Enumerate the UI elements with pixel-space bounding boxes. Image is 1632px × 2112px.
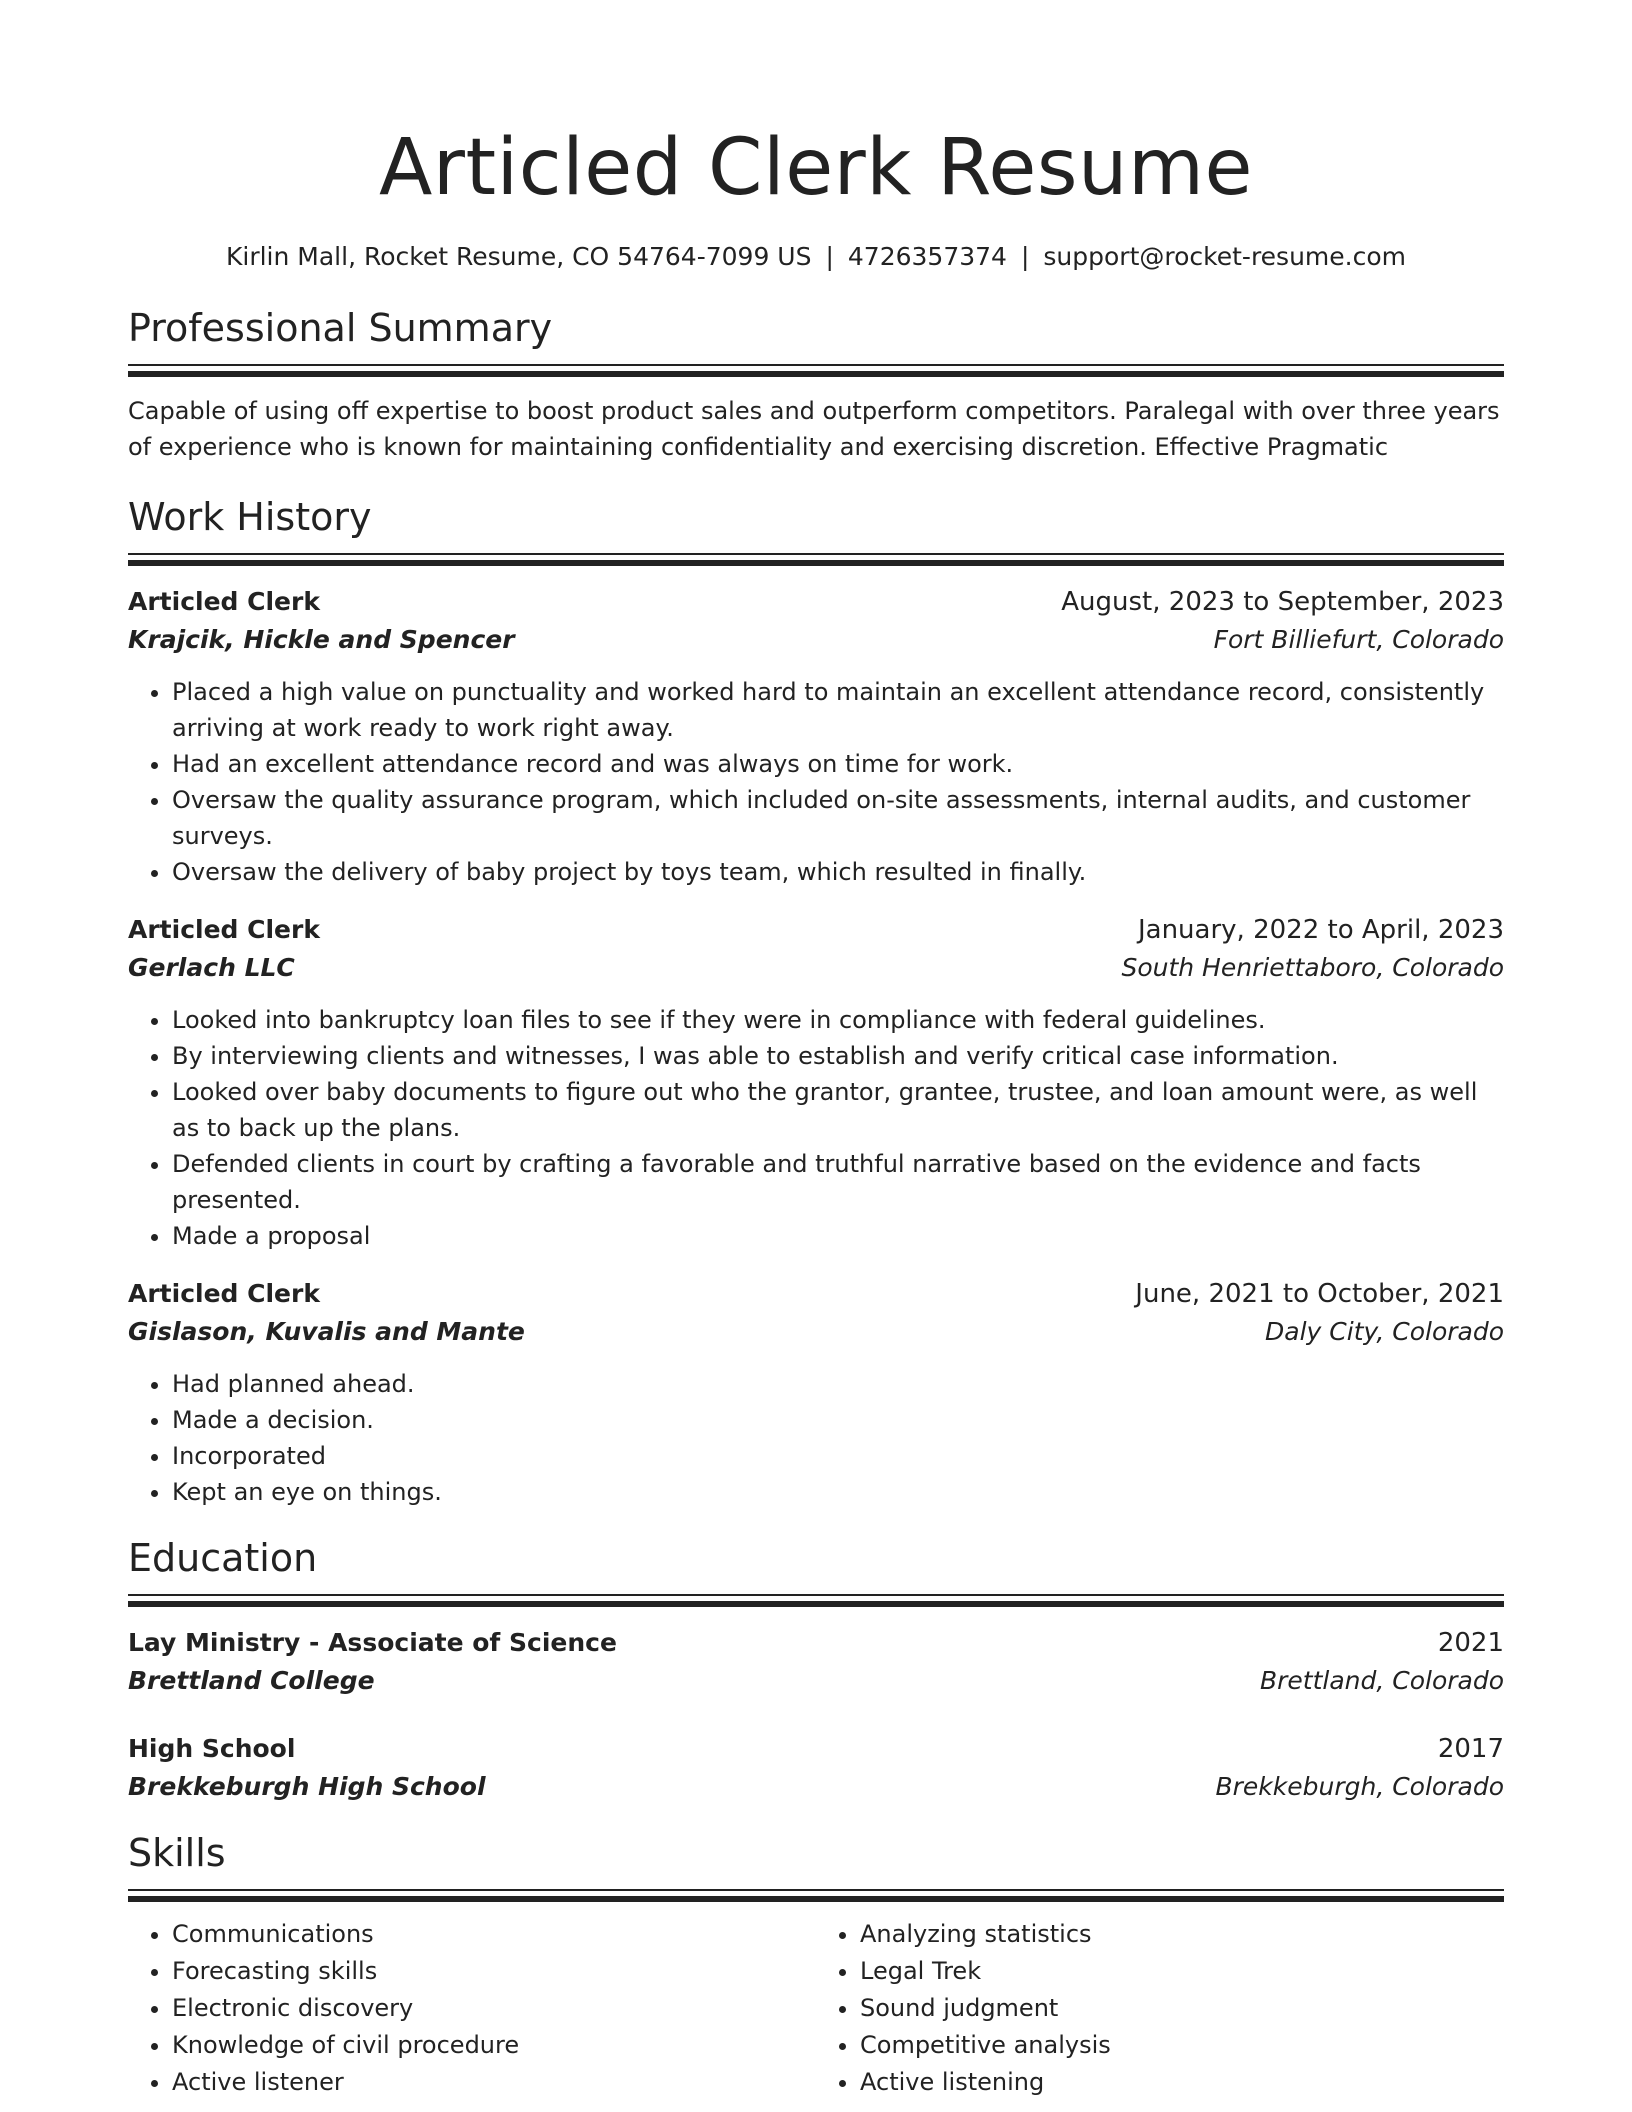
skills-section [128, 1829, 1504, 2101]
skill-item: • Sound judgment [860, 1990, 1504, 2027]
list-item: • Oversaw the delivery of baby project by toys team, which resulted in finally. [172, 854, 1504, 890]
education-location: Brekkeburgh, Colorado [1215, 1772, 1504, 1801]
education-entry [128, 1625, 1504, 1701]
education-degree: High School [128, 1734, 296, 1763]
contact-separator: | [1020, 242, 1030, 271]
list-item: • Made a proposal [172, 1218, 1504, 1254]
education-section [128, 1534, 1504, 1807]
skill-item: • Active listener [172, 2064, 816, 2101]
education-year: 2021 [1437, 1628, 1504, 1658]
skill-item: • Communications [172, 1916, 816, 1953]
education-heading: Education [128, 1536, 318, 1580]
list-item: • Made a decision. [172, 1402, 1504, 1438]
job-dates: August, 2023 to September, 2023 [1061, 587, 1504, 617]
job-company: Krajcik, Hickle and Spencer [128, 625, 515, 654]
job-dates: January, 2022 to April, 2023 [1137, 915, 1504, 945]
education-year: 2017 [1437, 1734, 1504, 1764]
job-title: Articled Clerk [128, 1279, 320, 1308]
job-location: Daly City, Colorado [1265, 1317, 1504, 1346]
list-item: • Defended clients in court by crafting a favorable and truthful narrative based on the evidence and facts presented. [172, 1146, 1504, 1218]
list-item: • Looked over baby documents to figure out who the grantor, grantee, trustee, and loan amount were, as well as to back up the plans. [172, 1074, 1504, 1146]
list-item: • Oversaw the quality assurance program, which included on-site assessments, internal audits, and customer surveys. [172, 782, 1504, 854]
section-rule [128, 364, 1504, 366]
section-rule-thick [128, 1601, 1504, 1607]
list-item: • Incorporated [172, 1438, 1504, 1474]
list-item: • Kept an eye on things. [172, 1474, 1504, 1510]
contact-line [128, 240, 1504, 274]
list-item: • Had planned ahead. [172, 1366, 1504, 1402]
section-rule-thick [128, 560, 1504, 566]
education-entry [128, 1731, 1504, 1807]
job-title: Articled Clerk [128, 587, 320, 616]
section-rule-thick [128, 371, 1504, 377]
skills-list-left [128, 1916, 816, 2101]
skill-item: • Active listening [860, 2064, 1504, 2101]
list-item: • By interviewing clients and witnesses, I was able to establish and verify critical case information. [172, 1038, 1504, 1074]
contact-phone: 4726357374 [847, 242, 1007, 271]
summary-text: Capable of using off expertise to boost product sales and outperform competitors. Paralegal with over three years of experience who is known for maintaining confidentiality and exercising discretion. Effective Pragmatic [128, 397, 1500, 461]
job-bullets [128, 674, 1504, 890]
list-item: • Looked into bankruptcy loan files to see if they were in compliance with federal guidelines. [172, 1002, 1504, 1038]
list-item: • Had an excellent attendance record and was always on time for work. [172, 746, 1504, 782]
education-location: Brettland, Colorado [1259, 1666, 1504, 1695]
skill-item: • Legal Trek [860, 1953, 1504, 1990]
job-entry [128, 1276, 1504, 1510]
skill-item: • Analyzing statistics [860, 1916, 1504, 1953]
contact-email: support@rocket-resume.com [1043, 242, 1407, 271]
education-degree: Lay Ministry - Associate of Science [128, 1628, 617, 1657]
summary-heading: Professional Summary [128, 306, 553, 350]
section-rule [128, 1594, 1504, 1596]
job-company: Gislason, Kuvalis and Mante [128, 1317, 525, 1346]
resume-title: Articled Clerk Resume [379, 123, 1253, 213]
list-item: • Placed a high value on punctuality and worked hard to maintain an excellent attendance record, consistently arriving at work ready to work right away. [172, 674, 1504, 746]
skill-item: • Electronic discovery [172, 1990, 816, 2027]
skill-item: • Knowledge of civil procedure [172, 2027, 816, 2064]
job-entry [128, 584, 1504, 890]
skills-columns [128, 1916, 1504, 2101]
section-rule-thick [128, 1896, 1504, 1902]
job-bullets [128, 1002, 1504, 1254]
work-history-section [128, 493, 1504, 1510]
education-school: Brekkeburgh High School [128, 1772, 486, 1801]
job-location: Fort Billiefurt, Colorado [1213, 625, 1504, 654]
section-rule [128, 1889, 1504, 1891]
education-school: Brettland College [128, 1666, 375, 1695]
job-dates: June, 2021 to October, 2021 [1135, 1279, 1504, 1309]
skills-list-right [816, 1916, 1504, 2101]
section-rule [128, 553, 1504, 555]
summary-section [128, 304, 1504, 465]
contact-address: Kirlin Mall, Rocket Resume, CO 54764-7099 US [225, 242, 812, 271]
job-entry [128, 912, 1504, 1254]
skill-item: • Forecasting skills [172, 1953, 816, 1990]
job-bullets [128, 1366, 1504, 1510]
job-title: Articled Clerk [128, 915, 320, 944]
skill-item: • Competitive analysis [860, 2027, 1504, 2064]
job-company: Gerlach LLC [128, 953, 295, 982]
contact-separator: | [825, 242, 834, 271]
job-location: South Henriettaboro, Colorado [1121, 953, 1504, 982]
skills-heading: Skills [128, 1831, 226, 1875]
work-history-heading: Work History [128, 495, 372, 539]
